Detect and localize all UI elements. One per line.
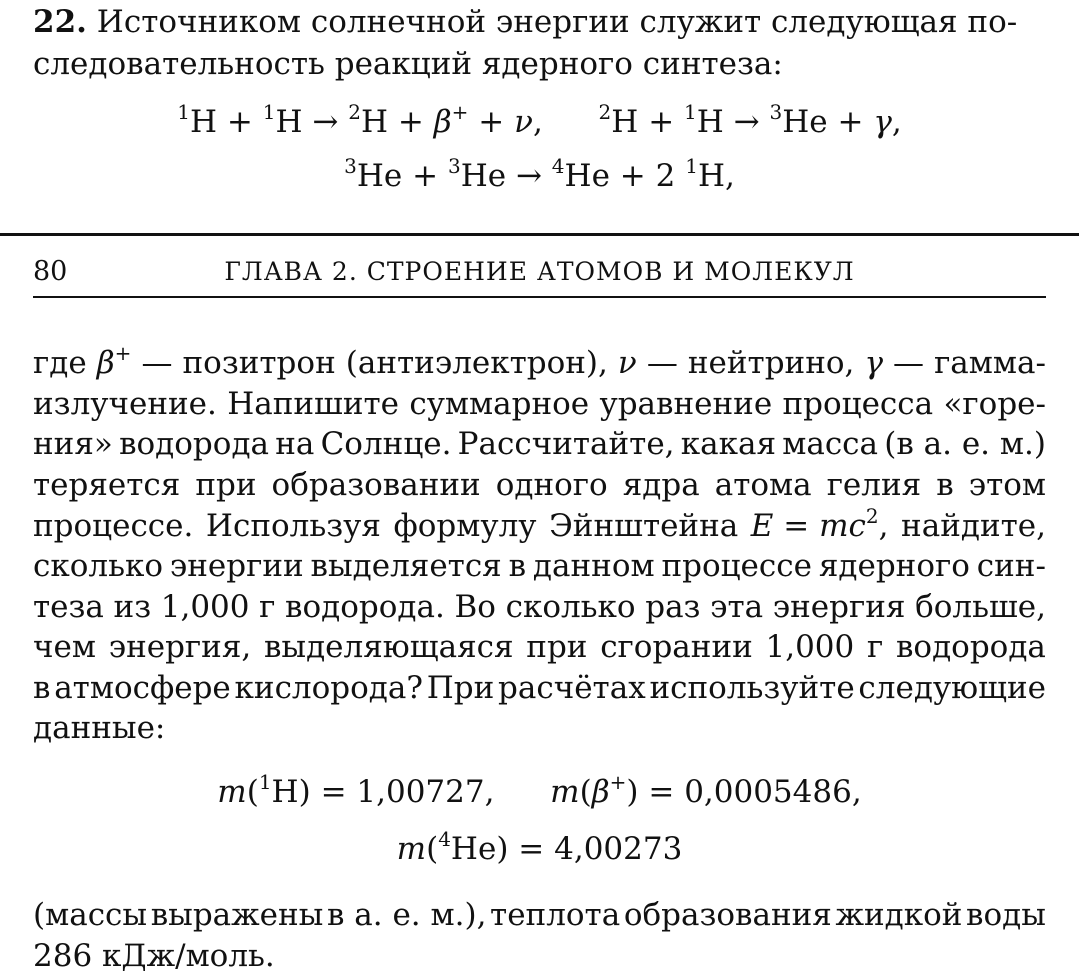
- reaction-3: $^3$He + $^3$He → $^4$He + 2 $^1$H,: [344, 154, 735, 194]
- body-line-10: данные:: [33, 710, 166, 746]
- body-line-7: теза из 1,000 г водорода. Во сколько раз эта энергия больше,: [33, 589, 1046, 625]
- reaction-1: $^1$H + $^1$H → $^2$H + β+ + ν,: [177, 100, 543, 140]
- body-line-1: где β+ — позитрон (антиэлектрон), ν — нейтрино, γ — гамма-: [33, 341, 1046, 381]
- body-line-6: сколько энергии выделяется в данном процессе ядерного син-: [33, 548, 1046, 584]
- reaction-line-2: [0, 156, 1079, 196]
- body-line-2: излучение. Напишите суммарное уравнение процесса «горе-: [33, 386, 1046, 422]
- problem-line-1: [33, 2, 1046, 42]
- reaction-2: $^2$H + $^1$H → $^3$He + γ,: [598, 100, 902, 140]
- body-line-11: (массы выражены в а. е. м.), теплота образования жидкой воды: [33, 897, 1046, 933]
- einstein-formula: $E = mc^2$,: [750, 504, 889, 544]
- chapter-title: ГЛАВА 2. СТРОЕНИЕ АТОМОВ И МОЛЕКУЛ: [224, 257, 855, 286]
- page-number: 80: [33, 256, 68, 287]
- body-line-3: ния» водорода на Солнце. Рассчитайте, какая масса (в а. е. м.): [33, 426, 1046, 462]
- data-equation-2: m($^4$He) = 4,00273: [396, 827, 683, 867]
- problem-line-2: [33, 44, 1046, 84]
- body-line-9: в атмосфере кислорода? При расчётах используйте следующие: [33, 670, 1046, 706]
- data-equation-1: m($^1$H) = 1,00727, m(β+) = 0,0005486,: [217, 770, 862, 810]
- body-line-12: 286 кДж/моль.: [33, 938, 275, 974]
- body-line-4: теряется при образовании одного ядра атома гелия в этом: [33, 467, 1046, 503]
- problem-text-1: Источником солнечной энергии служит следующая по-: [96, 4, 1018, 40]
- body-line-5: процессе. Используя формулу Эйнштейна $E = mc^2$, найдите,: [33, 504, 1046, 544]
- body-line-8: чем энергия, выделяющаяся при сгорании 1,000 г водорода: [33, 629, 1046, 665]
- running-head-rule: [33, 296, 1046, 298]
- page-break-rule: [0, 233, 1079, 236]
- problem-number: 22.: [33, 4, 87, 40]
- reaction-line-1: [0, 102, 1079, 142]
- problem-text-2: следовательность реакций ядерного синтеза:: [33, 46, 783, 82]
